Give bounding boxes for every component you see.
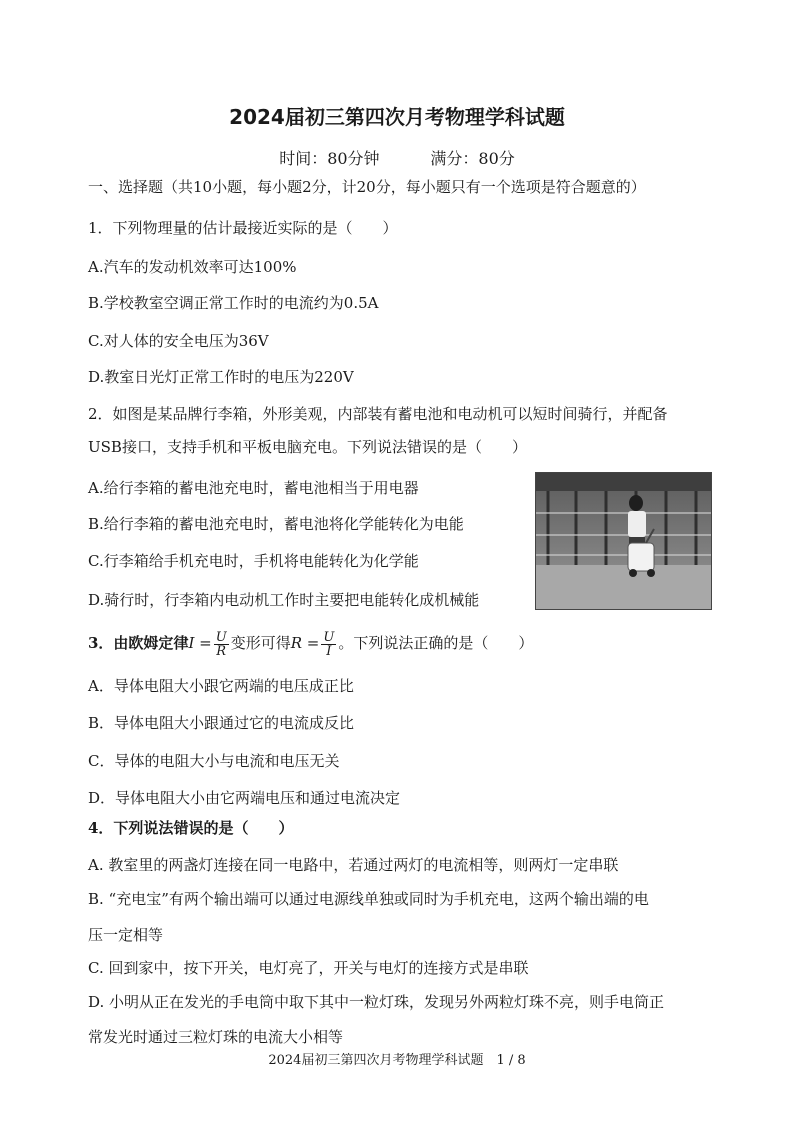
time-label: 时间：80分钟: [279, 149, 380, 168]
formula-2-fraction: [321, 631, 336, 658]
question-4-option-b-line2: 压一定相等: [88, 926, 164, 944]
question-4-option-a: A. 教室里的两盏灯连接在同一电路中，若通过两灯的电流相等，则两灯一定串联: [88, 856, 619, 874]
suitcase-rider-photo: [535, 472, 712, 610]
exam-title: 2024届初三第四次月考物理学科试题: [229, 105, 565, 129]
question-3-mid: 变形可得: [230, 634, 291, 652]
question-4-option-d-line2: 常发光时通过三粒灯珠的电流大小相等: [88, 1028, 344, 1046]
question-2-option-d: D.骑行时，行李箱内电动机工作时主要把电能转化成机械能: [88, 591, 480, 609]
question-1-option-b: B.学校教室空调正常工作时的电流约为0.5A: [88, 294, 379, 312]
formula-1-denominator: R: [216, 643, 227, 659]
formula-2-denominator: I: [326, 643, 332, 659]
section-heading: 一、选择题（共10小题，每小题2分，计20分，每小题只有一个选项是符合题意的）: [88, 178, 646, 196]
question-2-stem-line1: 2．如图是某品牌行李箱，外形美观，内部装有蓄电池和电动机可以短时间骑行，并配备: [88, 405, 668, 423]
score-label: 满分：80分: [430, 149, 515, 168]
question-1-option-c: C.对人体的安全电压为36V: [88, 332, 269, 350]
page-footer: 2024届初三第四次月考物理学科试题 1 / 8: [268, 1053, 526, 1068]
question-3-suffix: 。下列说法正确的是（ ）: [338, 634, 534, 652]
question-1-option-d: D.教室日光灯正常工作时的电压为220V: [88, 368, 354, 386]
exam-meta: [0, 148, 794, 170]
question-3-prefix: 3．由欧姆定律: [88, 634, 189, 652]
formula-1-fraction: [214, 631, 229, 658]
question-4-option-d-line1: D. 小明从正在发光的手电筒中取下其中一粒灯珠，发现另外两粒灯珠不亮，则手电筒正: [88, 993, 665, 1011]
question-2-stem-line2: USB接口，支持手机和平板电脑充电。下列说法错误的是（ ）: [88, 438, 527, 456]
question-3-option-c: C．导体的电阻大小与电流和电压无关: [88, 752, 340, 770]
question-3-option-b: B．导体电阻大小跟通过它的电流成反比: [88, 714, 355, 732]
formula-2-numerator: U: [323, 629, 335, 645]
formula-1-lhs: I =: [188, 634, 212, 652]
question-2-option-c: C.行李箱给手机充电时，手机将电能转化为化学能: [88, 552, 419, 570]
question-2-option-b: B.给行李箱的蓄电池充电时，蓄电池将化学能转化为电能: [88, 515, 464, 533]
formula-2-lhs: R =: [290, 634, 320, 652]
question-4-stem: 4．下列说法错误的是（ ）: [88, 819, 294, 837]
question-3-option-a: A．导体电阻大小跟它两端的电压成正比: [88, 677, 354, 695]
question-3-stem: [88, 629, 724, 659]
question-1-stem: 1．下列物理量的估计最接近实际的是（ ）: [88, 219, 398, 237]
question-1-option-a: A.汽车的发动机效率可达100%: [88, 258, 297, 276]
question-4-option-b-line1: B. “充电宝”有两个输出端可以通过电源线单独或同时为手机充电，这两个输出端的电: [88, 890, 649, 908]
question-4-option-c: C. 回到家中，按下开关，电灯亮了，开关与电灯的连接方式是串联: [88, 959, 529, 977]
question-2-option-a: A.给行李箱的蓄电池充电时，蓄电池相当于用电器: [88, 479, 419, 497]
question-3-option-d: D．导体电阻大小由它两端电压和通过电流决定: [88, 789, 401, 807]
formula-1-numerator: U: [215, 629, 227, 645]
photo-illustration: [536, 473, 711, 609]
